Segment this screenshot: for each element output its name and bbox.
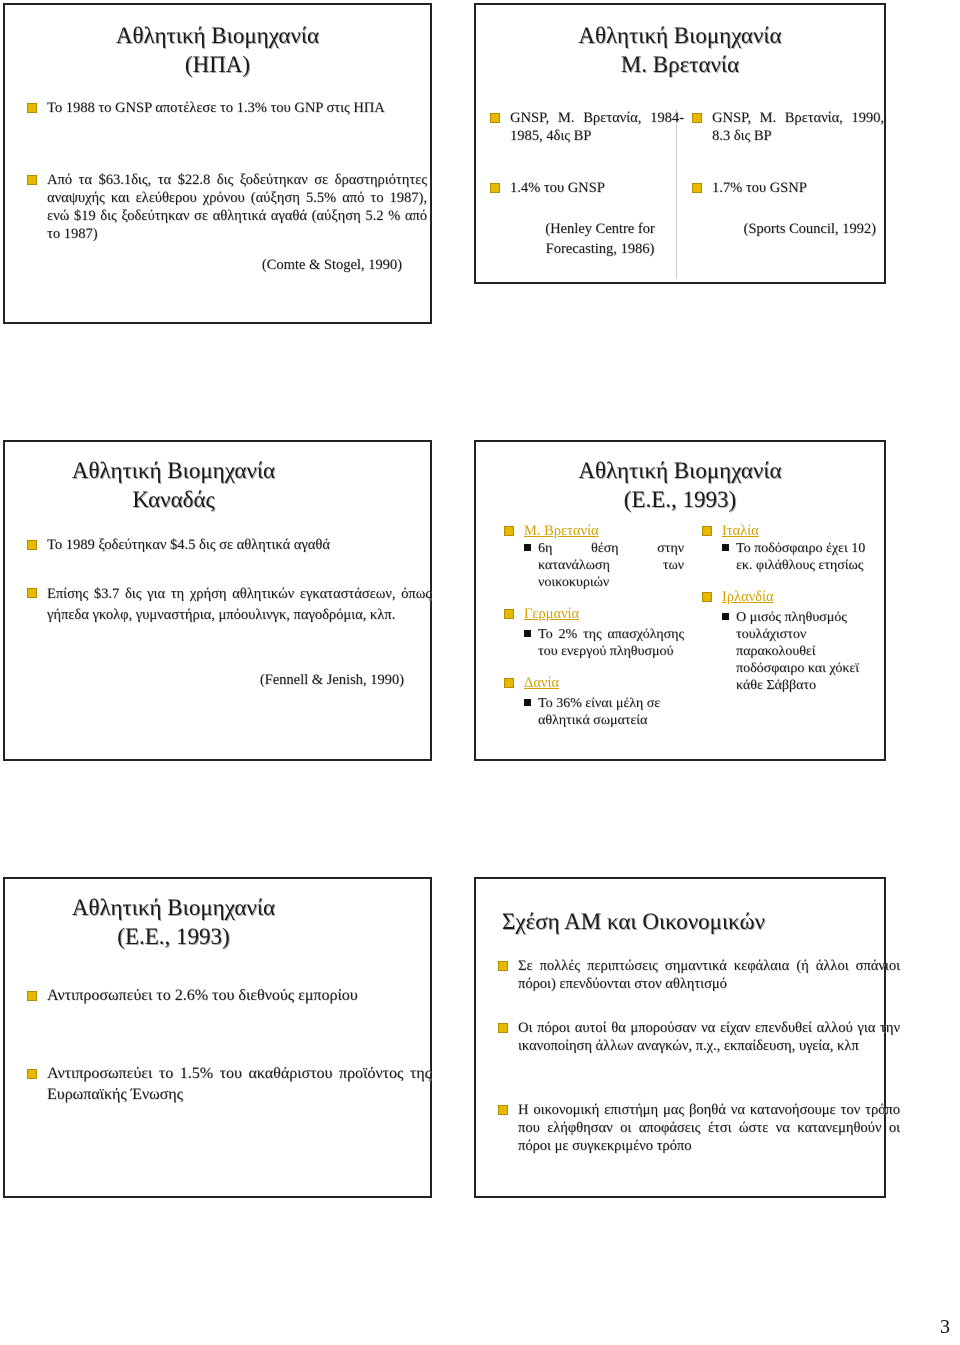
title-line-2: Καναδάς — [132, 487, 215, 512]
bullet: Σε πολλές περιπτώσεις σημαντικά κεφάλαια (ή άλλοι σπάνιοι πόροι) επενδύονται στον αθλητισμό — [496, 957, 900, 993]
country-name: Ιταλία — [722, 523, 759, 539]
country-item — [700, 522, 880, 540]
slide-title: Σχέση ΑΜ και Οικονομικών — [502, 909, 766, 934]
country-item — [502, 522, 684, 540]
slide-eu-trade — [3, 877, 432, 1198]
reference: (Sports Council, 1992) — [743, 221, 876, 237]
bullet: Οι πόροι αυτοί θα μπορούσαν να είχαν επενδυθεί αλλού για την ικανοποίηση άλλων αναγκών, π.χ., εκπαίδευση, υγεία, κλπ — [496, 1019, 900, 1055]
slide-economics — [474, 877, 900, 1198]
slide-canada — [3, 440, 432, 761]
country-detail: 6η θέση στην κατανάλωση των νοικοκυριών — [524, 540, 684, 591]
country-item — [700, 588, 880, 606]
country-item — [502, 605, 684, 623]
left-column — [488, 109, 684, 279]
bullet: 1.7% του GSNP — [690, 179, 880, 197]
country-name: Ιρλανδία — [722, 589, 774, 605]
reference: (Comte & Stogel, 1990) — [261, 257, 402, 273]
slide-title — [5, 21, 430, 79]
slide-usa — [3, 3, 432, 324]
title-line-1: Αθλητική Βιομηχανία — [578, 23, 782, 48]
country-item — [502, 674, 684, 692]
title-line-1: Αθλητική Βιομηχανία — [578, 458, 782, 483]
bullet: Αντιπροσωπεύει το 2.6% του διεθνούς εμπορίου — [25, 985, 431, 1006]
bullet: Αντιπροσωπεύει το 1.5% του ακαθάριστου προϊόντος της Ευρωπαϊκής Ένωσης — [25, 1063, 431, 1105]
slide-title — [476, 456, 884, 514]
country-detail: Ο μισός πληθυσμός τουλάχιστον παρακολουθεί ποδόσφαιρο και χόκεϊ κάθε Σάββατο — [722, 609, 880, 694]
title-line-2: (ΗΠΑ) — [184, 52, 251, 77]
page-number: 3 — [940, 1316, 950, 1338]
slide-eu-countries — [474, 440, 886, 761]
bullet: Η οικονομική επιστήμη μας βοηθά να κατανοήσουμε τον τρόπο που ελήφθησαν οι αποφάσεις έτσι ώστε να κατανεμηθούν οι πόροι με συγκεκριμένο τρόπο — [496, 1101, 900, 1155]
bullet: Επίσης $3.7 δις για τη χρήση αθλητικών εγκαταστάσεων, όπως γήπεδα γκολφ, γυμναστήρια, μπόουλινγκ, παγοδρόμια, κλπ. — [25, 584, 431, 626]
bullet: 1.4% του GNSP — [488, 179, 676, 197]
title-line-2: (Ε.Ε., 1993) — [117, 924, 230, 949]
slide-uk — [474, 3, 886, 284]
bullet: GNSP, Μ. Βρετανία, 1990, 8.3 δις ΒΡ — [690, 109, 884, 145]
bullet: Το 1988 το GNSP αποτέλεσε το 1.3% του GNP στις ΗΠΑ — [25, 99, 427, 117]
slide-title — [476, 21, 884, 79]
bullet: GNSP, Μ. Βρετανία, 1984-1985, 4δις ΒΡ — [488, 109, 684, 145]
right-column — [690, 109, 884, 239]
country-name: Γερμανία — [524, 606, 580, 622]
slide-title — [0, 893, 386, 951]
title-line-2: Μ. Βρετανία — [620, 52, 740, 77]
country-name: Δανία — [524, 675, 559, 691]
bullet: Από τα $63.1δις, τα $22.8 δις ξοδεύτηκαν σε δραστηριότητες αναψυχής και ελεύθερου χρόνου (αύξηση 5.5% από το 1987), ενώ $19 δις ξοδεύτηκαν σε αθλητικά αγαθά (αύξηση 5.2 % από το 1987) — [25, 171, 427, 243]
title-line-1: Αθλητική Βιομηχανία — [71, 458, 276, 483]
slide-title — [0, 456, 386, 514]
country-detail: Το 36% είναι μέλη σε αθλητικά σωματεία — [524, 695, 684, 729]
title-line-2: (Ε.Ε., 1993) — [623, 487, 737, 512]
reference: (Fennell & Jenish, 1990) — [259, 672, 404, 688]
title-line-1: Αθλητική Βιομηχανία — [71, 895, 276, 920]
reference: (Henley Centre for Forecasting, 1986) — [545, 221, 655, 257]
country-detail: Το 2% της απασχόλησης του ενεργού πληθυσμού — [524, 626, 684, 660]
left-column — [502, 522, 684, 729]
right-column — [700, 522, 880, 694]
title-line-1: Αθλητική Βιομηχανία — [115, 23, 320, 48]
country-name: Μ. Βρετανία — [524, 523, 599, 539]
country-detail: Το ποδόσφαιρο έχει 10 εκ. φιλάθλους ετησίως — [722, 540, 880, 574]
bullet: Το 1989 ξοδεύτηκαν $4.5 δις σε αθλητικά αγαθά — [25, 536, 431, 554]
